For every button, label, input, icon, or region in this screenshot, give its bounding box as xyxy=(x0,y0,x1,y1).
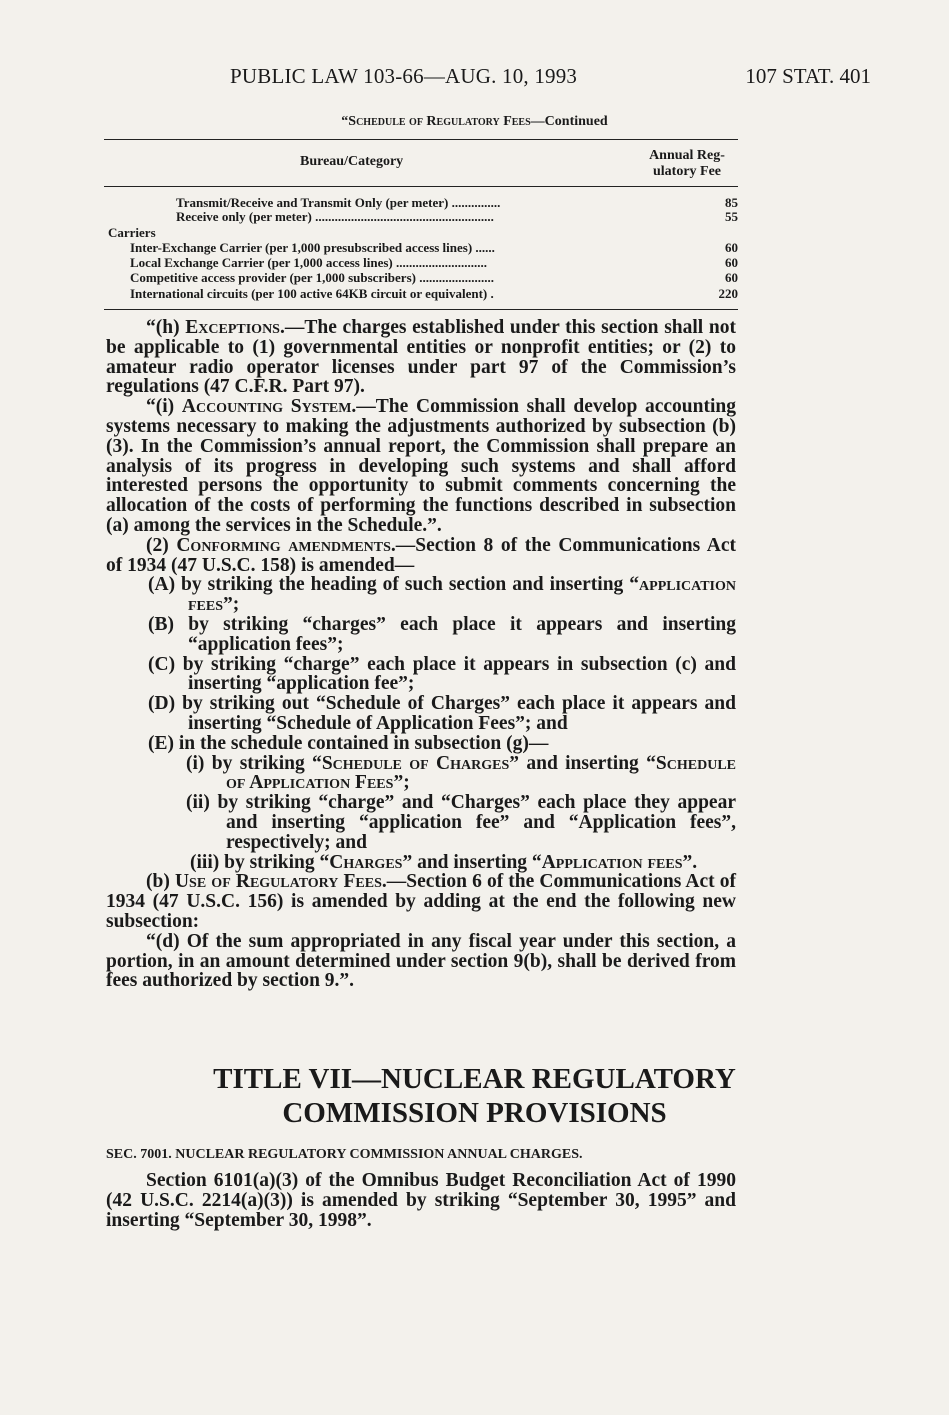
table-row: Carriers xyxy=(108,226,156,240)
subclause-i: (i) by striking “Schedule of Charges” and inserting “Schedule of Application Fees”; xyxy=(186,752,737,794)
table-row: Competitive access provider (per 1,000 subscribers) ....................... 60 xyxy=(130,270,738,285)
paragraph-d-appropriation: “(d) Of the sum appropriated in any fiscal year under this section, a portion, in an amount determined under section 9(b), shall be derived from fees authorized by section 9.”. xyxy=(106,930,736,992)
clause-e: (E) in the schedule contained in subsection (g)— xyxy=(148,732,549,754)
table-header-rule xyxy=(104,186,738,187)
column-header-fee: Annual Reg-ulatory Fee xyxy=(649,148,725,179)
amendment-body xyxy=(106,318,736,991)
table-top-rule xyxy=(104,139,738,140)
title-heading xyxy=(0,1062,949,1130)
clause-b: (B) by striking “charges” each place it appears and inserting “application fees”; xyxy=(148,613,736,655)
running-head xyxy=(0,64,949,94)
statute-page-number: 107 STAT. 401 xyxy=(745,64,871,88)
subclause-iii: (iii) by striking “Charges” and inserting “Application fees”. xyxy=(190,851,698,873)
clause-d: (D) by striking out “Schedule of Charges” each place it appears and inserting “Schedule of Application Fees”; and xyxy=(148,693,736,734)
title-line-2: COMMISSION PROVISIONS xyxy=(282,1097,667,1129)
section-body: Section 6101(a)(3) of the Omnibus Budget Reconciliation Act of 1990 (42 U.S.C. 2214(a)(3)) is amended by striking “September 30, 1995” and inserting “September 30, 1998”. xyxy=(106,1170,736,1231)
paragraph-b-use-of-fees: (b) Use of Regulatory Fees.—Section 6 of the Communications Act of 1934 (47 U.S.C. 156) is amended by adding at the end the following new subsection: xyxy=(106,871,736,932)
clause-a: (A) by striking the heading of such section and inserting “application fees”; xyxy=(148,574,736,616)
paragraph-h-exceptions: “(h) Exceptions.—The charges established under this section shall not be applicable to (1) governmental entities or nonprofit entities; or (2) to amateur radio operator licenses under part 97 of the Commission’s regulations (47 C.F.R. Part 97). xyxy=(106,317,737,398)
section-heading: SEC. 7001. NUCLEAR REGULATORY COMMISSION ANNUAL CHARGES. xyxy=(106,1147,583,1162)
table-row: Local Exchange Carrier (per 1,000 access lines) ............................ 60 xyxy=(130,255,738,270)
subclause-ii: (ii) by striking “charge” and “Charges” each place they appear and inserting “application fee” and “Application fees”, respectively; and xyxy=(186,792,736,853)
table-bottom-rule xyxy=(104,309,738,310)
schedule-title: “Schedule of Regulatory Fees—Continued xyxy=(341,114,608,129)
paragraph-2-conforming: (2) Conforming amendments.—Section 8 of the Communications Act of 1934 (47 U.S.C. 158) is amended— xyxy=(106,534,736,576)
table-row: International circuits (per 100 active 64KB circuit or equivalent) . 220 xyxy=(130,286,738,301)
table-row: Receive only (per meter) ....................................................... 55 xyxy=(176,209,738,224)
title-line-1: TITLE VII—NUCLEAR REGULATORY xyxy=(213,1063,736,1095)
column-header-category: Bureau/Category xyxy=(300,154,404,169)
paragraph-i-accounting: “(i) Accounting System.—The Commission shall develop accounting systems necessary to making the adjustments authorized by subsection (b)(3). In the Commission’s annual report, the Commission shall prepare an analysis of its progress in developing such systems and shall afford interested persons the opportunity to submit comments concerning the allocation of the costs of performing the functions described in subsection (a) among the services in the Schedule.”. xyxy=(106,396,736,536)
public-law-heading: PUBLIC LAW 103-66—AUG. 10, 1993 xyxy=(230,64,578,88)
clause-c: (C) by striking “charge” each place it appears in subsection (c) and inserting “application fee”; xyxy=(148,653,736,695)
table-row: Transmit/Receive and Transmit Only (per meter) ............... 85 xyxy=(176,195,738,210)
table-row: Inter-Exchange Carrier (per 1,000 presubscribed access lines) ...... 60 xyxy=(130,240,738,255)
